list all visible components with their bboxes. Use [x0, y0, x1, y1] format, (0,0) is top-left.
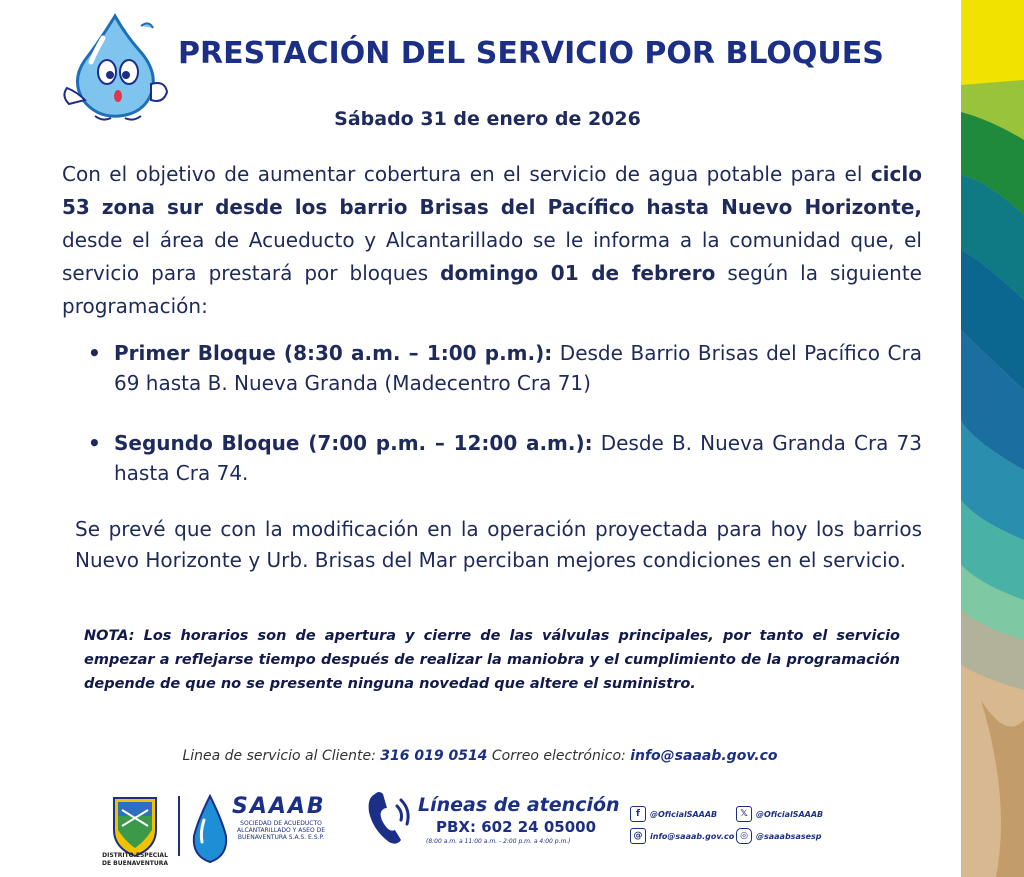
list-item: [88, 428, 922, 488]
facebook-handle: @OficialSAAAB: [650, 809, 718, 819]
facebook-handle-item[interactable]: [630, 806, 717, 822]
block-text: Desde Barrio Brisas del Pacífico Cra 69 hasta B. Nueva Granda (Madecentro Cra 71): [114, 341, 922, 395]
intro-bold-2: domingo 01 de febrero: [440, 261, 716, 285]
note-paragraph: NOTA: Los horarios son de apertura y cierre de las válvulas principales, por tanto el servicio empezar a reflejarse tiempo después de realizar la maniobra y el cumplimiento de la programación depende de que no se presente ninguna novedad que altere el suministro.: [84, 628, 900, 692]
closing-paragraph: Se prevé que con la modificación en la operación proyectada para hoy los barrios Nuevo Horizonte y Urb. Brisas del Mar perciban mejores condiciones en el servicio.: [75, 517, 922, 572]
x-handle-item[interactable]: [736, 806, 823, 822]
company-name: SAAAB: [232, 794, 326, 819]
footer-divider: [178, 796, 180, 856]
intro-bold-1: ciclo 53 zona sur desde los barrio Brisas del Pacífico hasta Nuevo Horizonte,: [62, 162, 922, 219]
footer-email: info@saaab.gov.co: [650, 831, 735, 841]
company-subtitle: SOCIEDAD DE ACUEDUCTO ALCANTARILLADO Y ASEO DE BUENAVENTURA S.A.S. E.S.P.: [237, 820, 325, 841]
page-title: PRESTACIÓN DEL SERVICIO POR BLOQUES: [178, 36, 884, 71]
instagram-icon: ◎: [736, 828, 752, 844]
email-icon: @: [630, 828, 646, 844]
intro-text-3: según la siguiente programación:: [62, 261, 922, 318]
schedule-block-list: [88, 338, 922, 488]
pbx-hours: (8:00 a.m. a 11:00 a.m. - 2:00 p.m. a 4:00 p.m.): [426, 838, 571, 845]
service-lines-title: Líneas de atención: [418, 794, 620, 816]
intro-text-1: Con el objetivo de aumentar cobertura en el servicio de agua potable para el: [62, 162, 871, 186]
service-phone: 316 019 0514: [380, 748, 488, 764]
x-icon: 𝕏: [736, 806, 752, 822]
x-handle: @OficialSAAAB: [756, 809, 824, 819]
notice-date: Sábado 31 de enero de 2026: [334, 108, 641, 130]
contact-email: info@saaab.gov.co: [630, 748, 778, 764]
phone-icon: [365, 788, 413, 848]
block-label: Primer Bloque (8:30 a.m. – 1:00 p.m.):: [114, 341, 553, 365]
instagram-handle: @saaabsasesp: [756, 831, 822, 841]
email-item[interactable]: [630, 828, 734, 844]
footer: [0, 780, 960, 877]
pbx-number: PBX: 602 24 05000: [436, 818, 597, 836]
intro-text-2: desde el área de Acueducto y Alcantarillado se le informa a la comunidad que, el servicio para prestará por bloques: [62, 228, 922, 285]
email-label: Correo electrónico:: [487, 748, 631, 764]
block-label: Segundo Bloque (7:00 p.m. – 12:00 a.m.):: [114, 431, 593, 455]
service-line-label: Linea de servicio al Cliente:: [182, 748, 381, 764]
intro-paragraph: [62, 158, 922, 323]
facebook-icon: f: [630, 806, 646, 822]
list-item: [88, 338, 922, 398]
decorative-side-stripe: [961, 0, 1024, 877]
instagram-handle-item[interactable]: [736, 828, 822, 844]
district-crest-caption: DISTRITO ESPECIAL DE BUENAVENTURA: [102, 852, 168, 867]
block-text: Desde B. Nueva Granda Cra 73 hasta Cra 74.: [114, 431, 922, 485]
customer-contact-line: [0, 748, 960, 764]
